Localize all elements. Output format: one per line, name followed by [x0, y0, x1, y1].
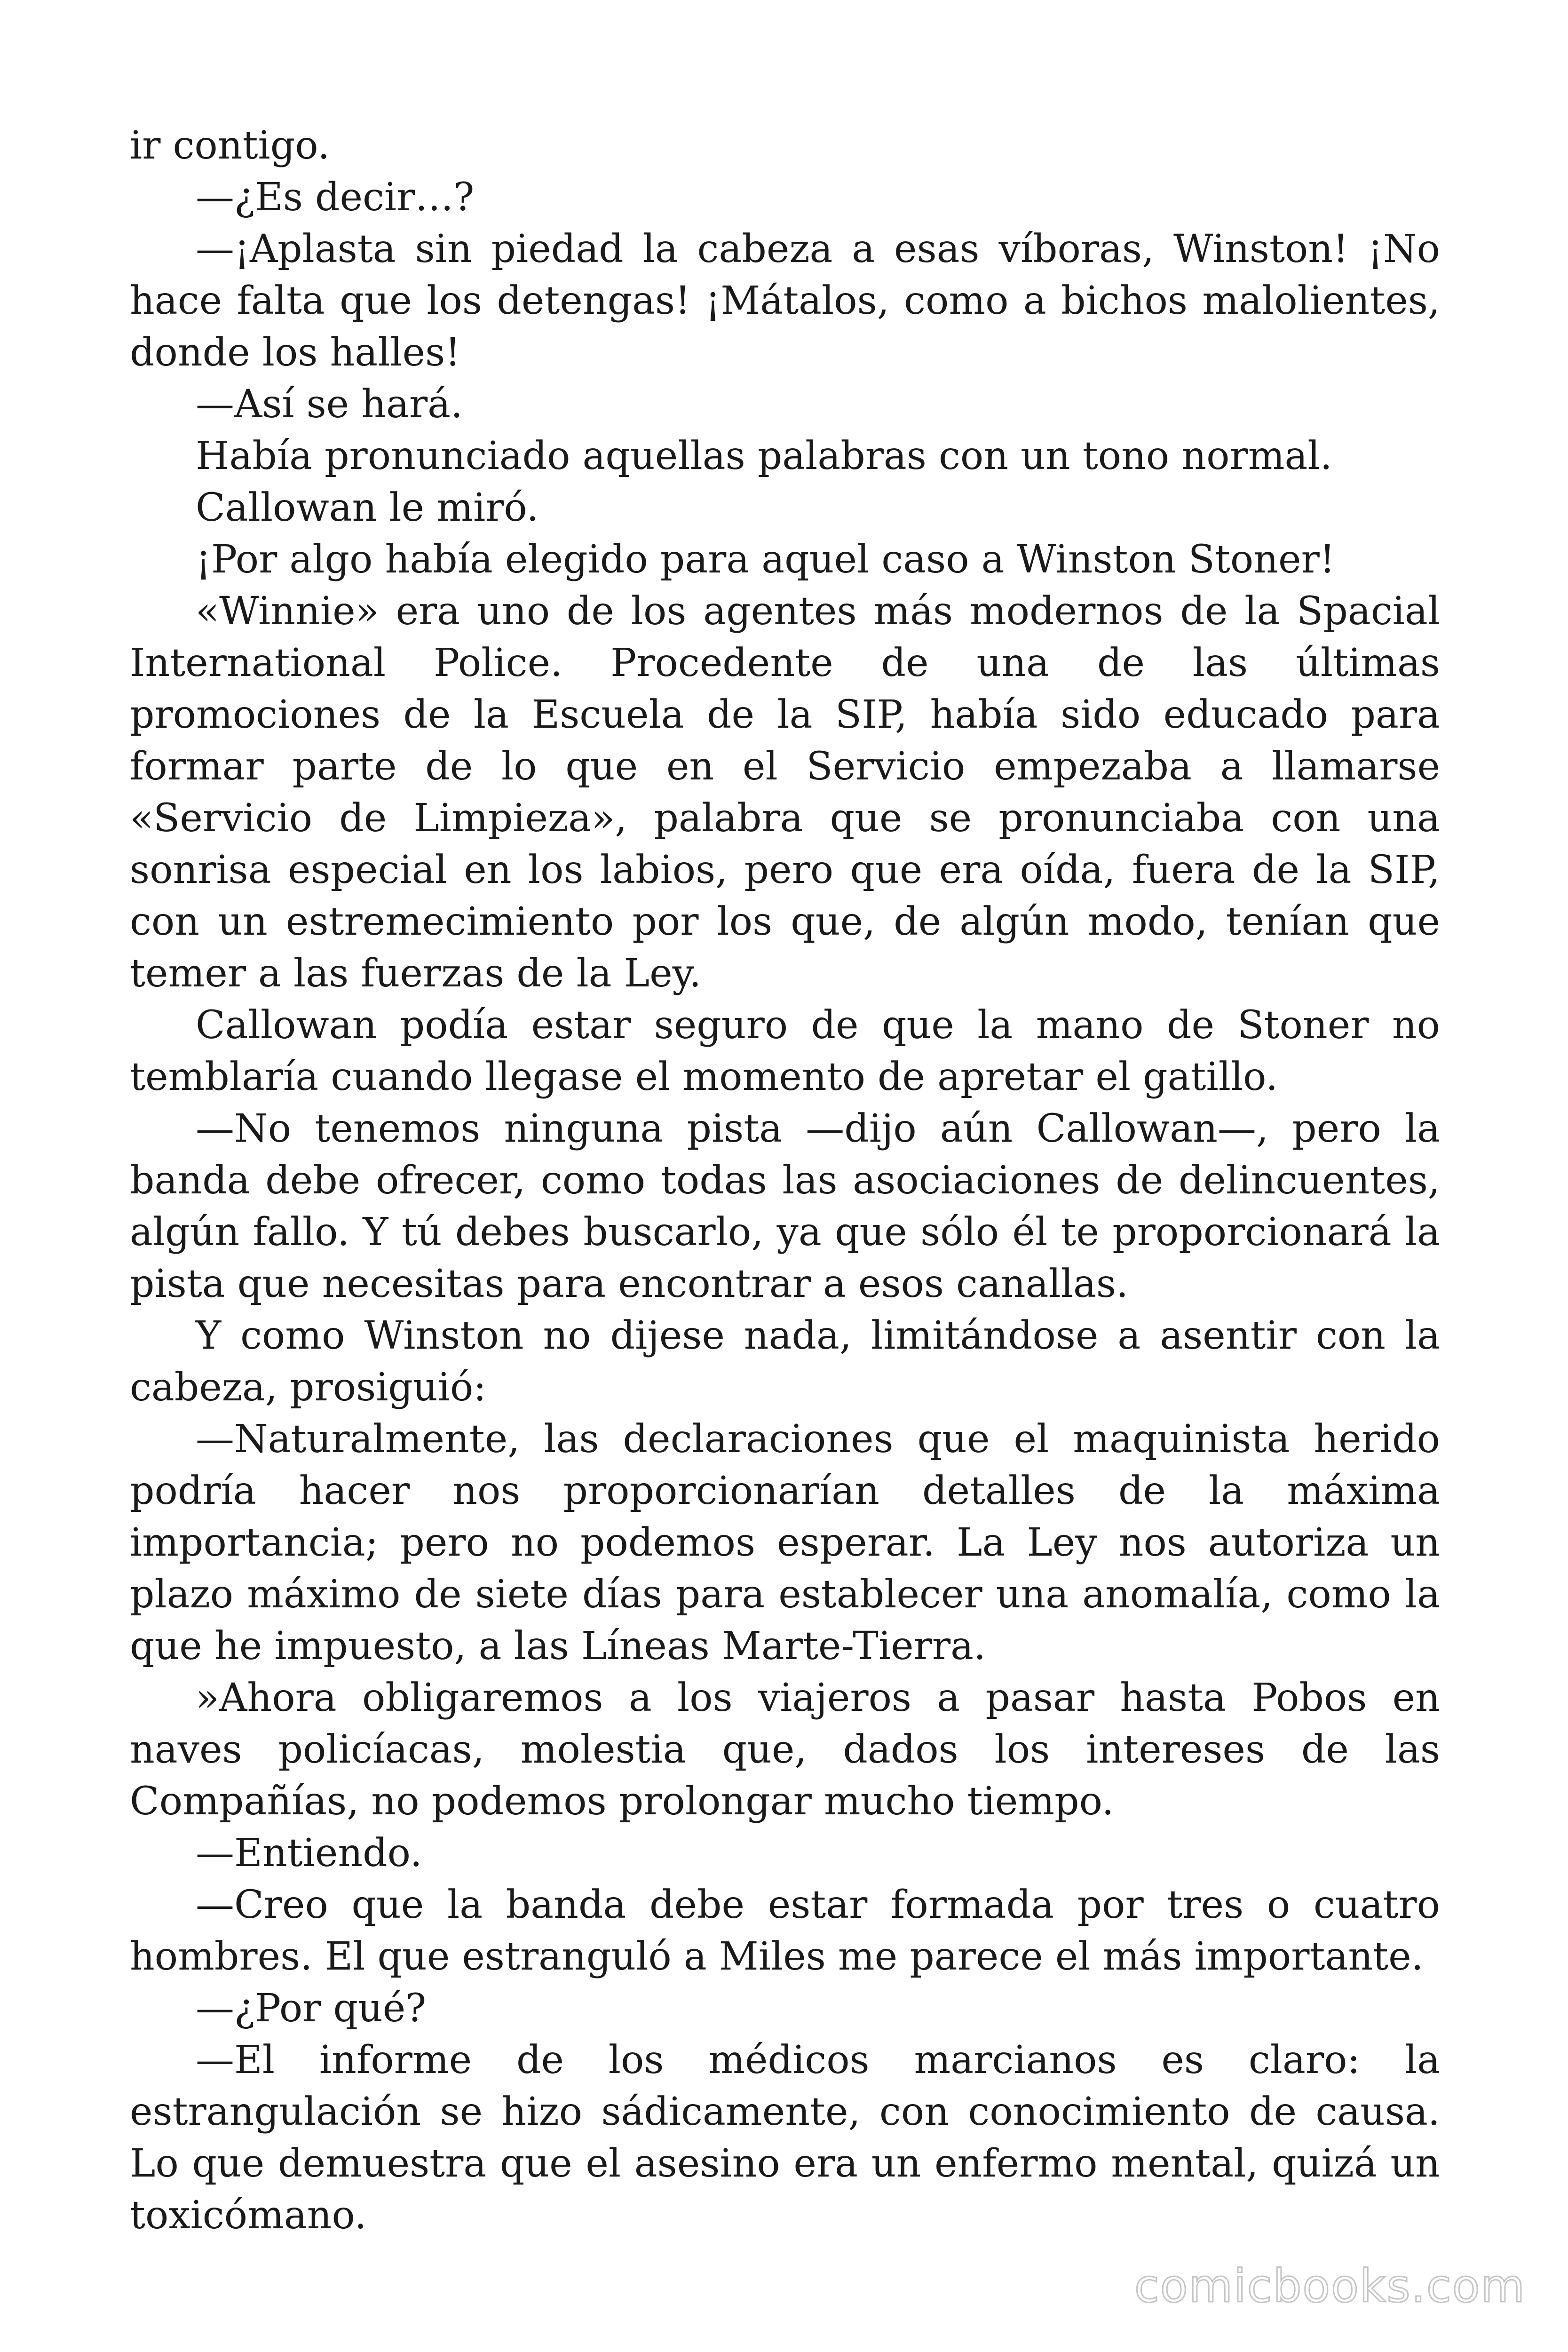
paragraph: —Naturalmente, las declaraciones que el maquinista herido podría hacer nos proporcionarían detalles de la máxima importancia; pero no podemos esperar. La Ley nos autoriza un plazo máximo de siete días para establecer una anomalía, como la que he impuesto, a las Líneas Marte-Tierra.: [130, 1417, 1440, 1669]
paragraph: Callowan le miró.: [196, 485, 539, 530]
paragraph: —No tenemos ninguna pista —dijo aún Callowan—, pero la banda debe ofrecer, como todas las asociaciones de delincuentes, algún fallo. Y tú debes buscarlo, ya que sólo él te proporcionará la pista que necesitas para encontrar a esos canallas.: [130, 1106, 1440, 1306]
paragraph: —El informe de los médicos marcianos es claro: la estrangulación se hizo sádicamente, con conocimiento de causa. Lo que demuestra que el asesino era un enfermo mental, quizá un toxicómano.: [130, 2038, 1440, 2238]
paragraph: «Winnie» era uno de los agentes más modernos de la Spacial International Police. Procedente de una de las últimas promociones de la Escuela de la SIP, había sido educado para formar parte de lo que en el Servicio empezaba a llamarse «Servicio de Limpieza», palabra que se pronunciaba con una sonrisa especial en los labios, pero que era oída, fuera de la SIP, con un estremecimiento por los que, de algún modo, tenían que temer a las fuerzas de la Ley.: [130, 589, 1440, 996]
paragraph: Y como Winston no dijese nada, limitándose a asentir con la cabeza, prosiguió:: [130, 1313, 1440, 1410]
paragraph: —¿Por qué?: [196, 1986, 427, 2031]
paragraph: —Entiendo.: [196, 1831, 422, 1875]
paragraph: —¿Es decir…?: [196, 175, 475, 220]
paragraph: ¡Por algo había elegido para aquel caso a Winston Stoner!: [196, 537, 1335, 582]
paragraph: —Creo que la banda debe estar formada por tres o cuatro hombres. El que estranguló a Miles me parece el más importante.: [130, 1883, 1440, 1979]
paragraph: »Ahora obligaremos a los viajeros a pasar hasta Pobos en naves policíacas, molestia que, dados los intereses de las Compañías, no podemos prolongar mucho tiempo.: [130, 1676, 1440, 1824]
paragraph: —Así se hará.: [196, 382, 463, 427]
paragraph: Había pronunciado aquellas palabras con un tono normal.: [196, 434, 1332, 478]
page-body: [130, 120, 1440, 2241]
paragraph: ir contigo.: [130, 123, 330, 168]
watermark-logo: comicbooks.com: [1134, 2260, 1526, 2312]
paragraph: Callowan podía estar seguro de que la mano de Stoner no temblaría cuando llegase el momento de apretar el gatillo.: [130, 1003, 1440, 1099]
paragraph: —¡Aplasta sin piedad la cabeza a esas víboras, Winston! ¡No hace falta que los detengas! ¡Mátalos, como a bichos malolientes, donde los halles!: [130, 227, 1440, 375]
